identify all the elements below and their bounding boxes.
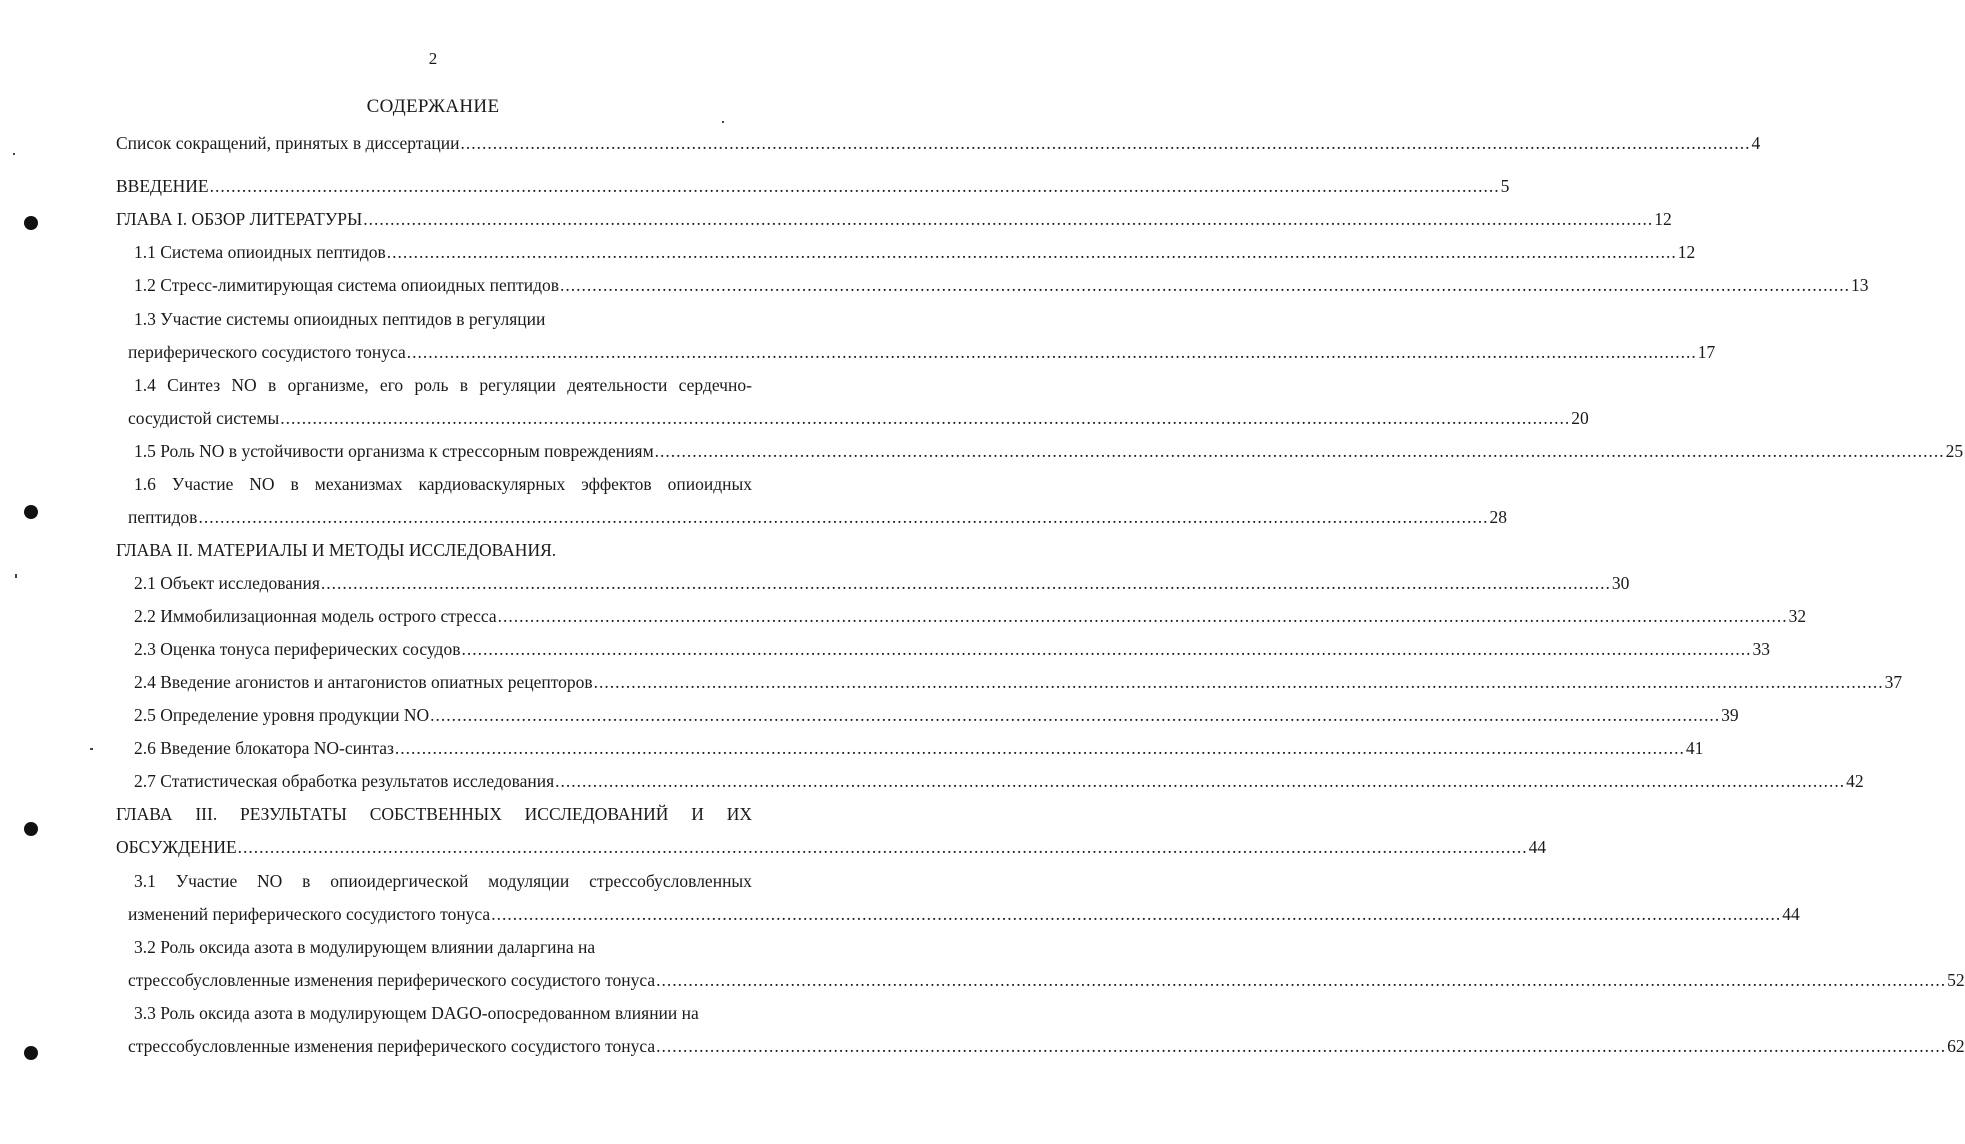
toc-section-3-1-line2[interactable] [128,901,1800,927]
toc-section-2-3[interactable] [134,636,1770,662]
toc-entry-label: ГЛАВА I. ОБЗОР ЛИТЕРАТУРЫ [116,209,363,229]
toc-word: NO [249,474,275,494]
toc-word: в [290,474,299,494]
toc-page-number: 39 [1721,705,1739,725]
toc-word: ГЛАВА [116,804,173,824]
toc-entry-label: 1.2 Стресс-лимитирующая система опиоидных пептидов [134,275,560,295]
toc-page-number: 41 [1685,738,1704,758]
toc-leader-dots: ................................................................................................................................................................................................................................................ [656,970,1947,990]
toc-section-2-5[interactable] [134,702,1739,728]
toc-entry-label: 2.1 Объект исследования [134,573,320,593]
toc-section-1-1[interactable] [134,239,1696,265]
toc-page-number: 44 [1782,904,1800,924]
toc-section-1-2[interactable] [134,272,1869,298]
toc-entry-label: 2.6 Введение блокатора NO-синтаз [134,738,394,758]
toc-leader-dots: ................................................................................................................................................................................................................................................ [394,738,1685,758]
toc-leader-dots: ................................................................................................................................................................................................................................................ [491,904,1782,924]
toc-leader-dots: ................................................................................................................................................................................................................................................ [656,1036,1947,1056]
toc-word: его [379,375,404,395]
toc-entry-label: 2.7 Статистическая обработка результатов исследования [134,771,555,791]
toc-entry-label: 1.1 Система опиоидных пептидов [134,242,386,262]
toc-section-3-3-line2[interactable] [128,1033,1965,1059]
toc-word: 1.4 [134,375,156,395]
toc-word: NO [257,871,283,891]
toc-page-number: 30 [1611,573,1630,593]
toc-section-1-4-line2[interactable] [128,405,1589,431]
toc-leader-dots: ................................................................................................................................................................................................................................................ [461,639,1752,659]
toc-leader-dots: ................................................................................................................................................................................................................................................ [237,837,1528,857]
toc-leader-dots: ................................................................................................................................................................................................................................................ [430,705,1721,725]
toc-leader-dots: ................................................................................................................................................................................................................................................ [198,507,1489,527]
toc-word: Синтез [167,375,221,395]
toc-chapter-3-line1[interactable] [116,801,752,827]
toc-section-2-2[interactable] [134,603,1807,629]
toc-word: в [302,871,311,891]
toc-word: деятельности [567,375,668,395]
toc-leader-dots: ................................................................................................................................................................................................................................................ [320,573,1611,593]
toc-section-3-3-line1[interactable]: 3.3 Роль оксида азота в модулирующем DAGO-опосредованном влиянии на [134,1003,699,1023]
toc-page-number: 37 [1884,672,1903,692]
toc-page-number: 32 [1788,606,1807,626]
toc-entry-label: периферического сосудистого тонуса [128,342,406,362]
toc-page-number: 52 [1947,970,1965,990]
toc-leader-dots: ................................................................................................................................................................................................................................................ [406,342,1697,362]
toc-section-3-1-line1[interactable] [134,868,752,894]
toc-word: механизмах [314,474,403,494]
toc-section-1-6-line1[interactable] [134,471,752,497]
toc-leader-dots: ................................................................................................................................................................................................................................................ [555,771,1846,791]
toc-word: опиоидергической [330,871,469,891]
toc-leader-dots: ................................................................................................................................................................................................................................................ [497,606,1788,626]
toc-word: РЕЗУЛЬТАТЫ [240,804,347,824]
toc-word: Участие [171,474,234,494]
toc-page-number: 42 [1846,771,1864,791]
toc-word: роль [414,375,449,395]
binder-hole-mark [24,1046,38,1060]
toc-section-1-3-line1[interactable]: 1.3 Участие системы опиоидных пептидов в регуляции [134,309,546,329]
toc-word: опиоидных [667,474,752,494]
toc-entry-label: 1.5 Роль NO в устойчивости организма к стрессорным повреждениям [134,441,654,461]
toc-chapter-2[interactable]: ГЛАВА II. МАТЕРИАЛЫ И МЕТОДЫ ИССЛЕДОВАНИЯ. [116,540,557,560]
toc-chapter-1[interactable] [116,206,1672,232]
toc-word: организме, [287,375,369,395]
toc-word: ИХ [726,804,752,824]
scan-speck [15,574,17,578]
toc-section-1-3-line2[interactable] [128,339,1716,365]
toc-page-number: 20 [1571,408,1589,428]
toc-leader-dots: ................................................................................................................................................................................................................................................ [363,209,1654,229]
toc-page-number: 25 [1945,441,1964,461]
toc-entry-label: пептидов [128,507,198,527]
toc-page-number: 4 [1751,133,1761,153]
binder-hole-mark [24,505,38,519]
toc-page-number: 33 [1752,639,1770,659]
toc-leader-dots: ................................................................................................................................................................................................................................................ [593,672,1884,692]
toc-leader-dots: ................................................................................................................................................................................................................................................ [209,176,1500,196]
toc-leader-dots: ................................................................................................................................................................................................................................................ [386,242,1677,262]
toc-leader-dots: ................................................................................................................................................................................................................................................ [560,275,1851,295]
scan-speck [13,153,15,155]
toc-entry-label: стрессобусловленные изменения периферического сосудистого тонуса [128,1036,656,1056]
toc-entry-introduction[interactable] [116,173,1510,199]
toc-entry-label: 2.5 Определение уровня продукции NO [134,705,430,725]
toc-word: 1.6 [134,474,156,494]
toc-word: Участие [175,871,238,891]
binder-hole-mark [24,822,38,836]
toc-entry-label: ВВЕДЕНИЕ [116,176,209,196]
page-number: 2 [428,49,438,68]
toc-leader-dots: ................................................................................................................................................................................................................................................ [654,441,1945,461]
toc-word: кардиоваскулярных [418,474,566,494]
toc-page-number: 17 [1697,342,1716,362]
toc-word: 3.1 [134,871,156,891]
toc-page-number: 44 [1528,837,1547,857]
toc-section-1-6-line2[interactable] [128,504,1507,530]
toc-section-1-5[interactable] [134,438,1964,464]
toc-page-number: 13 [1851,275,1869,295]
toc-section-3-2-line1[interactable]: 3.2 Роль оксида азота в модулирующем влиянии даларгина на [134,937,596,957]
toc-entry-label: ОБСУЖДЕНИЕ [116,837,237,857]
toc-page-number: 12 [1677,242,1696,262]
toc-entry-label: стрессобусловленные изменения периферического сосудистого тонуса [128,970,656,990]
toc-entry-abbreviations[interactable] [116,130,1761,156]
toc-word: стрессобусловленных [589,871,752,891]
toc-entry-label: 2.3 Оценка тонуса периферических сосудов [134,639,461,659]
toc-section-2-7[interactable] [134,768,1864,794]
toc-word: в [268,375,277,395]
toc-word: И [691,804,704,824]
toc-section-2-4[interactable] [134,669,1903,695]
toc-word: NO [231,375,257,395]
toc-title: СОДЕРЖАНИЕ [366,96,500,117]
toc-word: регуляции [479,375,556,395]
toc-word: модуляции [488,871,570,891]
toc-section-2-1[interactable] [134,570,1630,596]
toc-leader-dots: ................................................................................................................................................................................................................................................ [460,133,1751,153]
toc-entry-label: 2.4 Введение агонистов и антагонистов опиатных рецепторов [134,672,593,692]
toc-page-number: 12 [1654,209,1672,229]
toc-word: сердечно- [678,375,752,395]
toc-chapter-3-line2[interactable] [116,834,1547,860]
toc-section-3-2-line2[interactable] [128,967,1965,993]
toc-page-number: 28 [1489,507,1507,527]
toc-leader-dots: ................................................................................................................................................................................................................................................ [280,408,1571,428]
toc-word: эффектов [581,474,652,494]
scan-speck [90,748,93,750]
toc-entry-label: сосудистой системы [128,408,280,428]
toc-word: III. [195,804,218,824]
toc-page-number: 5 [1500,176,1510,196]
toc-word: СОБСТВЕННЫХ [369,804,502,824]
scan-speck [722,121,724,123]
toc-page-number: 62 [1947,1036,1965,1056]
toc-section-1-4-line1[interactable] [134,372,752,398]
binder-hole-mark [24,216,38,230]
toc-entry-label: изменений периферического сосудистого тонуса [128,904,491,924]
toc-word: ИССЛЕДОВАНИЙ [524,804,669,824]
toc-entry-label: 2.2 Иммобилизационная модель острого стресса [134,606,497,626]
toc-section-2-6[interactable] [134,735,1704,761]
toc-entry-label: Список сокращений, принятых в диссертации [116,133,460,153]
toc-word: в [459,375,469,395]
